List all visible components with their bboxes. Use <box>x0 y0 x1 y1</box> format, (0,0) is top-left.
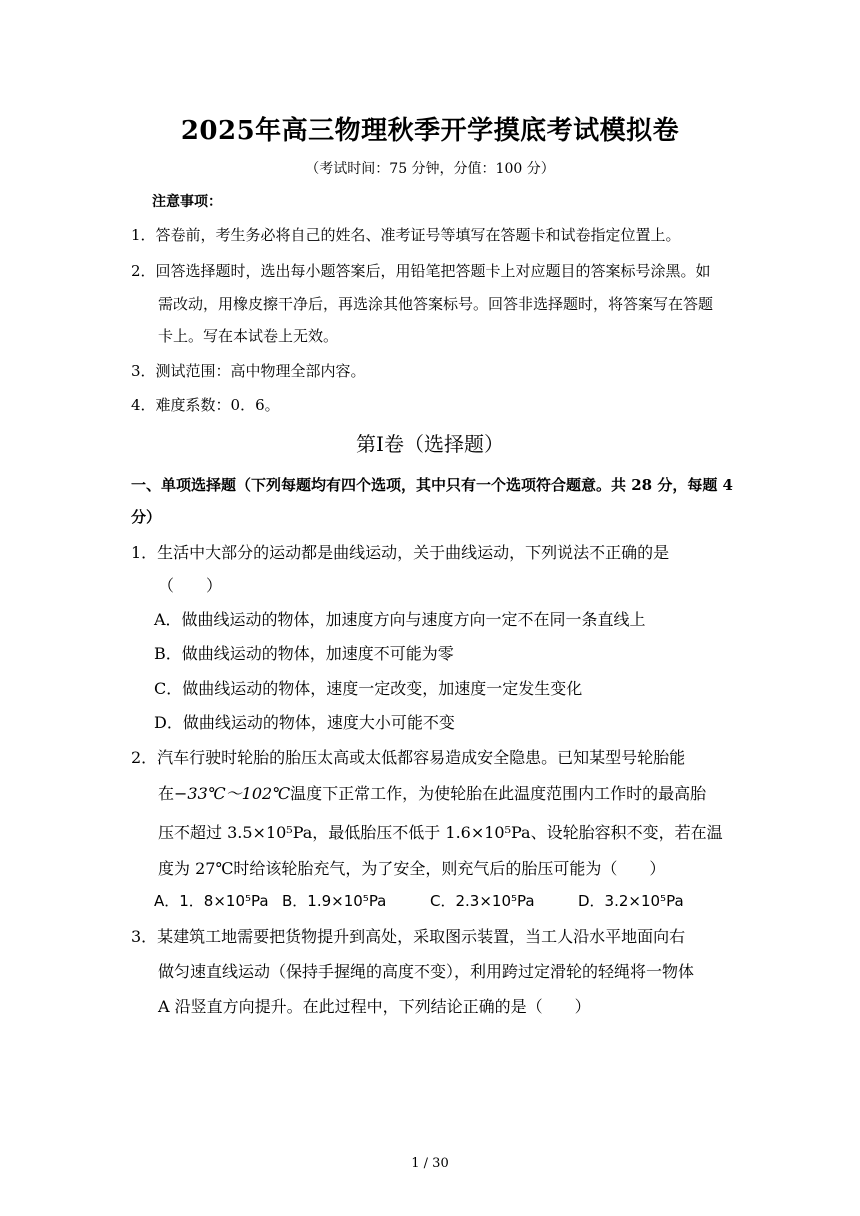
question-2-text: 在 <box>158 784 175 803</box>
section-title: 第Ⅰ卷（选择题） <box>356 432 504 456</box>
part-heading: 一、单项选择题（下列每题均有四个选项，其中只有一个选项符合题意。共 28 分，每题 4 <box>131 476 733 494</box>
question-1-stem-cont: （ ） <box>158 576 223 595</box>
question-3-stem-cont: A 沿竖直方向提升。在此过程中，下列结论正确的是（ ） <box>158 997 591 1016</box>
question-3-stem-cont: 做匀速直线运动（保持手握绳的高度不变），利用跨过定滑轮的轻绳将一物体 <box>158 962 695 981</box>
exam-info: （考试时间：75 分钟，分值：100 分） <box>305 161 555 177</box>
question-1-option-a: A．做曲线运动的物体，加速度方向与速度方向一定不在同一条直线上 <box>154 610 646 629</box>
question-2-option-d: D．3.2×10⁵Pa <box>578 892 684 910</box>
question-2-option-c: C．2.3×10⁵Pa <box>430 892 535 910</box>
note-item: 1．答卷前，考生务必将自己的姓名、准考证号等填写在答题卡和试卷指定位置上。 <box>131 226 681 244</box>
temperature-range-formula: −33℃～102℃ <box>174 784 291 803</box>
question-2-stem-line3: 压不超过 3.5×10⁵Pa，最低胎压不低于 1.6×10⁵Pa、设轮胎容积不变，若在温 <box>158 823 723 842</box>
note-item: 3．测试范围：高中物理全部内容。 <box>131 362 366 380</box>
question-2-stem: 2．汽车行驶时轮胎的胎压太高或太低都容易造成安全隐患。已知某型号轮胎能 <box>131 748 686 767</box>
question-1-stem: 1．生活中大部分的运动都是曲线运动，关于曲线运动，下列说法不正确的是 <box>131 543 670 562</box>
question-2-stem-line2 <box>158 781 706 804</box>
note-item: 2．回答选择题时，选出每小题答案后，用铅笔把答题卡上对应题目的答案标号涂黑。如 <box>131 262 711 280</box>
part-heading-cont: 分） <box>131 508 162 526</box>
question-2-option-a: A．1．8×10⁵Pa <box>154 892 269 910</box>
notes-heading: 注意事项： <box>152 194 222 210</box>
note-item: 卡上。写在本试卷上无效。 <box>158 327 339 345</box>
note-item: 4．难度系数：0．6。 <box>131 396 280 414</box>
page-title: 2025年高三物理秋季开学摸底考试模拟卷 <box>180 116 680 146</box>
note-item: 需改动，用橡皮擦干净后，再选涂其他答案标号。回答非选择题时，将答案写在答题 <box>158 295 714 313</box>
question-1-option-d: D．做曲线运动的物体，速度大小可能不变 <box>154 713 455 732</box>
page-number: 1 / 30 <box>411 1156 449 1171</box>
question-1-option-c: C．做曲线运动的物体，速度一定改变，加速度一定发生变化 <box>154 679 583 698</box>
question-2-option-b: B．1.9×10⁵Pa <box>282 892 387 910</box>
question-1-option-b: B．做曲线运动的物体，加速度不可能为零 <box>154 644 454 663</box>
question-2-text: 温度下正常工作，为使轮胎在此温度范围内工作时的最高胎 <box>290 784 707 803</box>
question-2-stem-line4: 度为 27℃时给该轮胎充气，为了安全，则充气后的胎压可能为（ ） <box>158 859 666 878</box>
question-3-stem: 3．某建筑工地需要把货物提升到高处，采取图示装置，当工人沿水平地面向右 <box>131 927 686 946</box>
